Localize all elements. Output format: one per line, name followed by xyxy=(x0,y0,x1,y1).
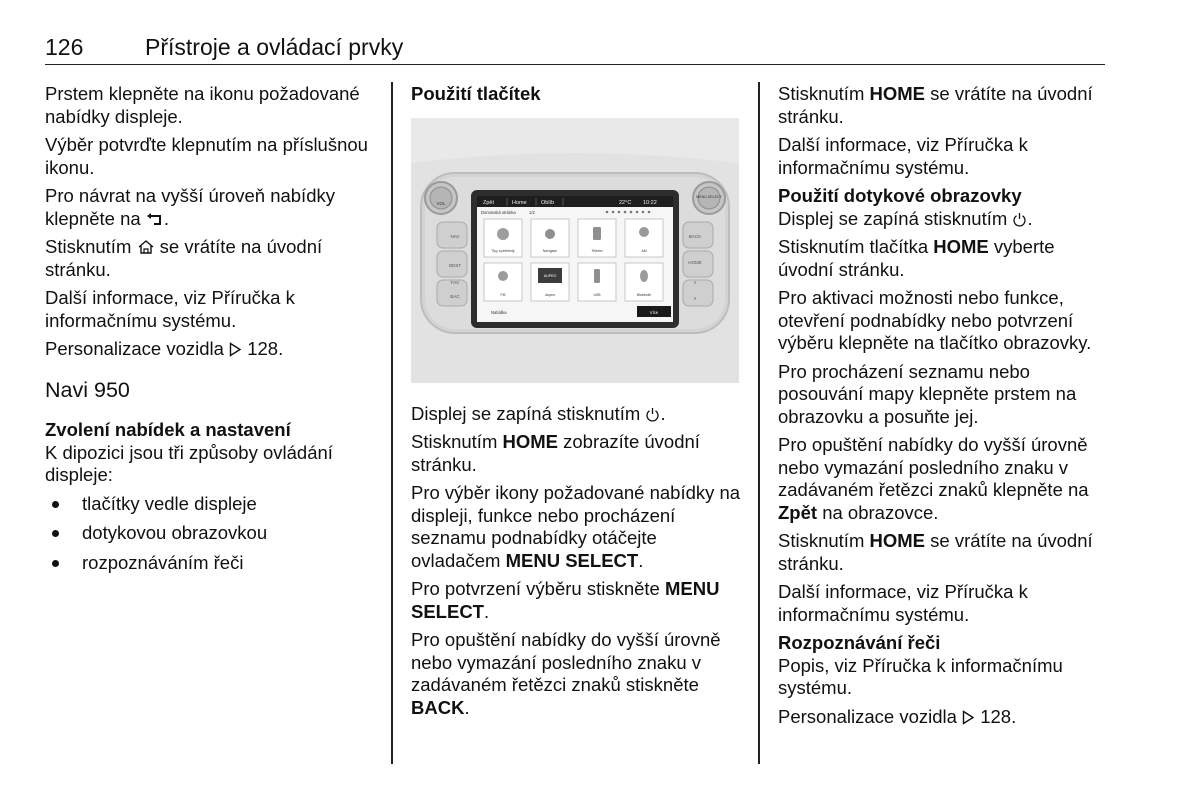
paragraph: Prstem klepněte na ikonu požadované nabídky displeje. xyxy=(45,83,360,127)
paragraph: Další informace, viz Příručka k informačnímu systému. xyxy=(45,287,295,331)
key-name: MENU SELECT xyxy=(505,549,639,571)
paragraph-text: Stisknutím xyxy=(45,236,132,257)
paragraph-text: Personalizace vozidla xyxy=(45,338,224,359)
paragraph-text: . xyxy=(638,549,644,571)
infotainment-illustration xyxy=(411,118,739,383)
paragraph-text: Displej se zapíná stisknutím xyxy=(411,402,641,424)
screen-topbar-label: Oblíb xyxy=(541,199,555,206)
left-button-label: FAV xyxy=(450,279,460,285)
column-3 xyxy=(778,83,1113,734)
screen-tile xyxy=(484,219,522,257)
paragraph: Další informace, viz Příručka k informačnímu systému. xyxy=(778,581,1028,625)
screen-tile xyxy=(578,263,616,301)
knob-right-label: MENU SELECT xyxy=(696,194,722,199)
paragraph-text: Pro výběr ikony požadované nabídky na displeji, funkce nebo procházení seznamu podnabídky otáčejte ovladačem xyxy=(411,482,741,571)
paragraph-text: se vrátíte na úvodní stránku. xyxy=(45,236,323,280)
left-button-label: NAV xyxy=(450,233,460,239)
paragraph xyxy=(45,236,375,281)
screen-topbar-label: Zpět xyxy=(483,199,495,206)
screen-tile-label: Bluetooth xyxy=(636,292,652,297)
bullet-icon xyxy=(52,530,59,537)
paragraph: Displej se zapíná stisknutím . xyxy=(778,207,1033,229)
chapter-title: Přístroje a ovládací prvky xyxy=(145,34,404,60)
screen-page-indicator: 1/2 xyxy=(529,209,535,215)
paragraph-text: Stisknutím xyxy=(778,83,865,104)
column-divider-1 xyxy=(391,82,393,764)
paragraph: Pro procházení seznamu nebo posouvání mapy klepněte prstem na obrazovku a posuňte jej. xyxy=(778,360,1077,427)
paragraph-text: vyberte úvodní stránku. xyxy=(778,236,1055,280)
screen-topbar-label: 10:22 xyxy=(643,199,657,206)
key-name: HOME xyxy=(869,530,925,551)
infotainment-figure xyxy=(411,118,739,383)
section-heading: Navi 950 xyxy=(45,377,130,402)
screen-status-label: Domovská stránka xyxy=(481,209,516,215)
bullet-list xyxy=(45,493,375,575)
column-1 xyxy=(45,83,375,581)
power-icon xyxy=(645,407,660,422)
paragraph: K dipozici jsou tři způsoby ovládání displeje: xyxy=(45,441,333,485)
column-divider-2 xyxy=(758,82,760,764)
right-button-label: » xyxy=(693,279,697,286)
paragraph xyxy=(778,434,1113,524)
screen-tile xyxy=(578,219,616,257)
subheading: Použití dotykové obrazovky xyxy=(778,185,1022,206)
paragraph xyxy=(411,431,751,476)
subheading: Zvolení nabídek a nastavení xyxy=(45,419,291,440)
paragraph-text: Pro opuštění nabídky do vyšší úrovně nebo vymazání posledního znaku v zadávaném řetězci znaků stiskněte xyxy=(411,629,721,695)
paragraph-text: Pro opuštění nabídky do vyšší úrovně nebo vymazání posledního znaku v zadávaném řetězci znaků klepněte na xyxy=(778,434,1089,500)
paragraph-text: . xyxy=(483,600,490,622)
paragraph xyxy=(778,83,1113,128)
key-name: BACK xyxy=(411,696,465,718)
paragraph: Pro aktivaci možnosti nebo funkce, otevření podnabídky nebo potvrzení výběru klepněte na tlačítko obrazovky. xyxy=(778,287,1092,353)
page-reference-icon xyxy=(229,342,242,357)
list-item-text: rozpoznáváním řeči xyxy=(82,551,244,573)
bullet-icon xyxy=(52,501,59,508)
list-item xyxy=(45,552,375,575)
right-button-label: « xyxy=(693,295,697,302)
screen-tile-label: Tipy a přehledy xyxy=(491,248,515,253)
subheading: Použití tlačítek xyxy=(411,83,541,104)
knob-left-label: VOL xyxy=(436,200,446,206)
paragraph: Displej se zapíná stisknutím . xyxy=(411,402,666,424)
paragraph xyxy=(45,185,375,230)
list-item-text: dotykovou obrazovkou xyxy=(82,522,268,543)
key-name: Zpět xyxy=(778,501,818,523)
paragraph: Další informace, viz Příručka k informačnímu systému. xyxy=(778,134,1028,178)
screen-bottom-label: Nabídka xyxy=(491,309,507,315)
key-name: HOME xyxy=(933,236,989,257)
screen-tile-label: Telefon xyxy=(591,248,603,253)
screen-tile xyxy=(625,219,663,257)
paragraph-text: Stisknutím tlačítka xyxy=(778,236,929,257)
screen-tile-label: USB xyxy=(593,292,601,297)
return-arrow-icon xyxy=(146,212,164,227)
right-button xyxy=(683,280,713,306)
screen-tile xyxy=(531,219,569,257)
screen-tile-label: FM xyxy=(500,292,506,297)
page-reference: 128. xyxy=(247,338,284,359)
subheading: Rozpoznávání řeči xyxy=(778,632,941,653)
paragraph xyxy=(778,706,1113,729)
paragraph-text: Stisknutím xyxy=(411,431,498,452)
paragraph-text: na obrazovce. xyxy=(822,501,939,523)
screen-tile-label: Navigace xyxy=(542,248,558,253)
page-reference-icon xyxy=(962,710,975,725)
screen-tile xyxy=(625,263,663,301)
paragraph xyxy=(411,578,751,623)
left-button-label: BAC xyxy=(450,293,460,299)
list-item xyxy=(45,522,375,545)
paragraph xyxy=(411,629,751,719)
paragraph-text: se vrátíte na úvodní stránku. xyxy=(778,530,1093,574)
paragraph-text: Displej se zapíná stisknutím xyxy=(778,207,1008,229)
page-reference: 128. xyxy=(980,705,1017,727)
paragraph-text: se vrátíte na úvodní stránku. xyxy=(778,83,1093,127)
paragraph-text: Pro návrat na vyšší úroveň nabídky klepněte na xyxy=(45,185,335,229)
paragraph xyxy=(411,482,751,572)
paragraph xyxy=(778,530,1113,575)
bullet-icon xyxy=(52,560,59,567)
screen-tile xyxy=(531,263,569,301)
right-button-label: BACK xyxy=(688,233,702,239)
paragraph-text: Stisknutím xyxy=(778,530,865,551)
list-item-text: tlačítky vedle displeje xyxy=(82,492,257,514)
screen-tile xyxy=(484,263,522,301)
paragraph-text: Personalizace vozidla xyxy=(778,705,957,727)
paragraph-text: . xyxy=(464,696,470,718)
screen-topbar-label: 22°C xyxy=(619,199,632,206)
screen-tile-label: AM xyxy=(641,248,647,253)
key-name: HOME xyxy=(502,431,558,452)
key-name: MENU SELECT xyxy=(411,578,720,622)
paragraph: Popis, viz Příručka k informačnímu systému. xyxy=(778,654,1063,698)
power-icon xyxy=(1012,212,1027,227)
paragraph: Výběr potvrďte klepnutím na příslušnou ikonu. xyxy=(45,134,368,178)
list-item xyxy=(45,493,375,516)
key-name: HOME xyxy=(869,83,925,104)
screen-tile-badge: AUPEO xyxy=(543,273,557,278)
paragraph-text: zobrazíte úvodní stránku. xyxy=(411,431,700,475)
left-button-label: DEST xyxy=(448,262,462,268)
home-icon xyxy=(137,239,155,255)
page-number: 126 xyxy=(45,34,84,60)
page-header xyxy=(45,34,1105,65)
screen-topbar-label: Home xyxy=(512,199,527,206)
paragraph-text: Pro potvrzení výběru stiskněte xyxy=(411,578,660,599)
right-button-label: HOME xyxy=(688,259,702,265)
screen-tile-label: Aupeo xyxy=(545,292,555,297)
paragraph-text: . xyxy=(163,207,169,229)
paragraph xyxy=(45,338,375,361)
screen-bottom-button: Více xyxy=(649,309,659,315)
column-2 xyxy=(411,83,751,725)
paragraph xyxy=(778,236,1113,281)
